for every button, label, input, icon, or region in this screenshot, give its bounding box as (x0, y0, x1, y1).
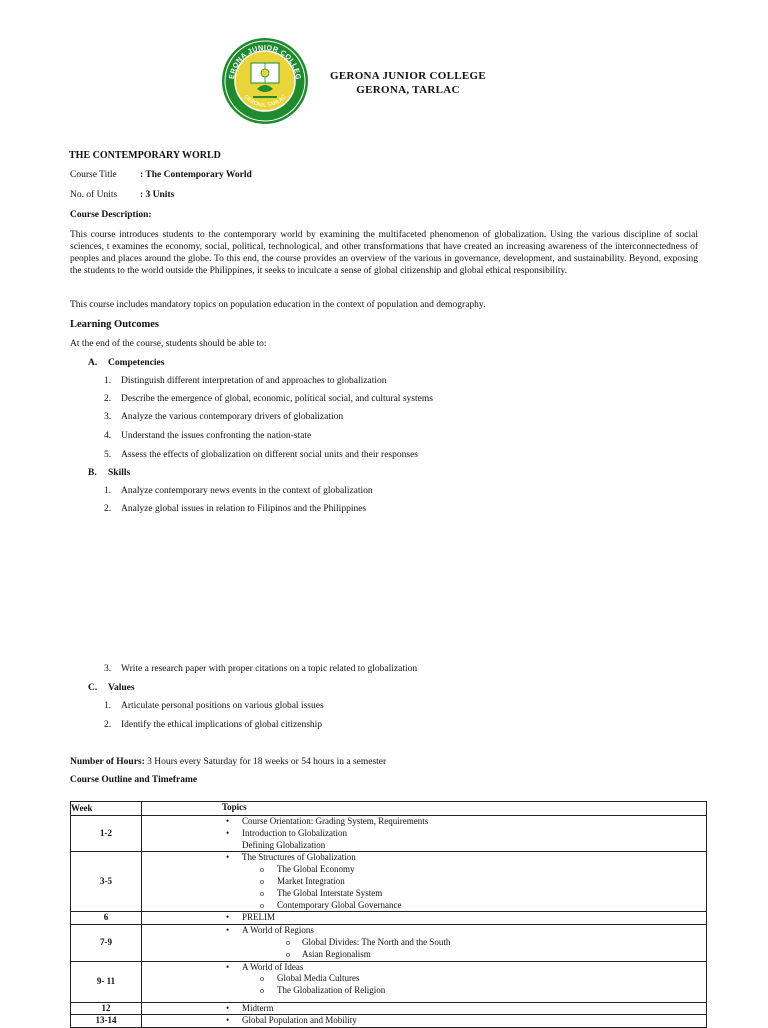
section-letter: A. (88, 358, 98, 368)
mandatory-note: This course includes mandatory topics on population education in the context of population and demography. (70, 300, 486, 310)
logo-arc-text-bottom: GERONA, TARLAC (242, 93, 288, 109)
week-cell: 9- 11 (71, 961, 142, 1002)
section-title: Values (108, 683, 135, 693)
table-header-row (71, 802, 707, 816)
table-row (71, 816, 707, 852)
section-letter: B. (88, 468, 97, 478)
college-seal-logo (221, 37, 309, 125)
subtopic: o Global Media Cultures (142, 973, 706, 985)
section-title: Skills (108, 468, 131, 478)
subtopic: o Global Divides: The North and the South (142, 937, 706, 949)
course-outline-heading: Course Outline and Timeframe (70, 775, 198, 785)
col-topics-header: Topics (142, 802, 707, 816)
list-item: 4. Understand the issues confronting the nation-state (104, 431, 312, 441)
school-header (318, 69, 498, 97)
topic-bullet: • The Structures of Globalization (142, 852, 706, 864)
topics-cell (142, 925, 707, 961)
list-item-text: Identify the ethical implications of global citizenship (121, 720, 323, 730)
topics-cell (142, 912, 707, 925)
week-cell: 13-14 (71, 1015, 142, 1028)
subtopic: o The Globalization of Religion (142, 985, 706, 997)
subtopic: o Asian Regionalism (142, 949, 706, 961)
number-of-hours (70, 757, 386, 767)
topics-cell (142, 852, 707, 912)
list-item-text: Write a research paper with proper citations on a topic related to globalization (121, 664, 418, 674)
list-item: 2. Identify the ethical implications of global citizenship (104, 720, 323, 730)
list-item-text: Understand the issues confronting the nation-state (121, 431, 312, 441)
course-title-label: Course Title (70, 170, 117, 180)
topic-bullet: • Introduction to Globalization (142, 828, 706, 840)
section-skills (88, 468, 130, 478)
table-row (71, 961, 707, 1002)
subtopic: o Market Integration (142, 876, 706, 888)
list-item: 1. Distinguish different interpretation of and approaches to globalization (104, 376, 387, 386)
list-item-text: Assess the effects of globalization on different social units and their responses (121, 450, 418, 460)
list-item-text: Analyze contemporary news events in the context of globalization (121, 486, 373, 496)
topics-cell (142, 816, 707, 852)
units-value: : 3 Units (140, 190, 175, 200)
topics-cell (142, 1015, 707, 1028)
topic-bullet: • Course Orientation: Grading System, Requirements (142, 816, 706, 828)
subtopic: o The Global Economy (142, 864, 706, 876)
table-row (71, 1015, 707, 1028)
hours-label: Number of Hours: (70, 757, 145, 767)
learning-outcomes-heading: Learning Outcomes (70, 319, 159, 330)
week-cell: 6 (71, 912, 142, 925)
course-description: This course introduces students to the contemporary world by examining the multifaceted phenomenon of globalization. Using the various discipline of social sciences, t examines the economy, social, political, technological, and other transformations that have created an increasing awareness of the interconnectedness of peoples and places around the globe. To this end, the course provides an overview of the various in governance, development, and sustainability. Beyond, exposing the students to the world outside the Philippines, it seeks to inculcate a sense of global citizenship and global ethical responsibility. (70, 230, 698, 276)
list-item-text: Distinguish different interpretation of and approaches to globalization (121, 376, 387, 386)
week-cell: 3-5 (71, 852, 142, 912)
list-item: 1. Analyze contemporary news events in the context of globalization (104, 486, 373, 496)
course-heading: THE CONTEMPORARY WORLD (69, 150, 221, 161)
logo-arc-text-top: ERONA JUNIOR COLLEG (227, 42, 304, 81)
section-competencies (88, 358, 164, 368)
table-row (71, 925, 707, 961)
subtopic: o Contemporary Global Governance (142, 900, 706, 912)
subtopic: o The Global Interstate System (142, 888, 706, 900)
table-row (71, 1002, 707, 1015)
units-row (70, 190, 174, 200)
course-outline-table (70, 801, 707, 1028)
topics-cell (142, 1002, 707, 1015)
units-label: No. of Units (70, 190, 118, 200)
week-cell: 1-2 (71, 816, 142, 852)
course-description-label: Course Description: (70, 210, 152, 220)
table-row (71, 852, 707, 912)
hours-value: 3 Hours every Saturday for 18 weeks or 54 hours in a semester (144, 757, 387, 767)
list-item: 3. Write a research paper with proper citations on a topic related to globalization (104, 664, 418, 674)
topic-bullet: • A World of Regions (142, 925, 706, 937)
week-cell: 12 (71, 1002, 142, 1015)
course-title-row (70, 170, 252, 180)
list-item-text: Analyze the various contemporary drivers of globalization (121, 412, 344, 422)
list-item: 3. Analyze the various contemporary drivers of globalization (104, 412, 344, 422)
list-item: 5. Assess the effects of globalization on different social units and their responses (104, 450, 418, 460)
section-letter: C. (88, 683, 98, 693)
topic-bullet: • PRELIM (142, 912, 706, 924)
outcomes-intro: At the end of the course, students should be able to: (70, 339, 267, 349)
list-item-text: Articulate personal positions on various global issues (121, 701, 324, 711)
school-name: GERONA JUNIOR COLLEGE (329, 70, 487, 82)
week-cell: 7-9 (71, 925, 142, 961)
list-item: 1. Articulate personal positions on various global issues (104, 701, 324, 711)
col-week-header: Week (71, 802, 142, 816)
topic-bullet: • Global Population and Mobility (142, 1015, 706, 1027)
list-item-text: Analyze global issues in relation to Filipinos and the Philippines (121, 504, 367, 514)
section-values (88, 683, 135, 693)
topics-cell (142, 961, 707, 1002)
list-item: 2. Analyze global issues in relation to Filipinos and the Philippines (104, 504, 367, 514)
section-title: Competencies (108, 358, 165, 368)
topic-bullet: • A World of Ideas (142, 962, 706, 974)
school-location: GERONA, TARLAC (356, 84, 460, 96)
topic-continuation: Defining Globalization (242, 839, 326, 850)
list-item-text: Describe the emergence of global, economic, political social, and cultural systems (121, 394, 433, 404)
table-row (71, 912, 707, 925)
course-title-value: : The Contemporary World (140, 170, 252, 180)
list-item: 2. Describe the emergence of global, economic, political social, and cultural systems (104, 394, 433, 404)
topic-bullet: • Midterm (142, 1003, 706, 1015)
